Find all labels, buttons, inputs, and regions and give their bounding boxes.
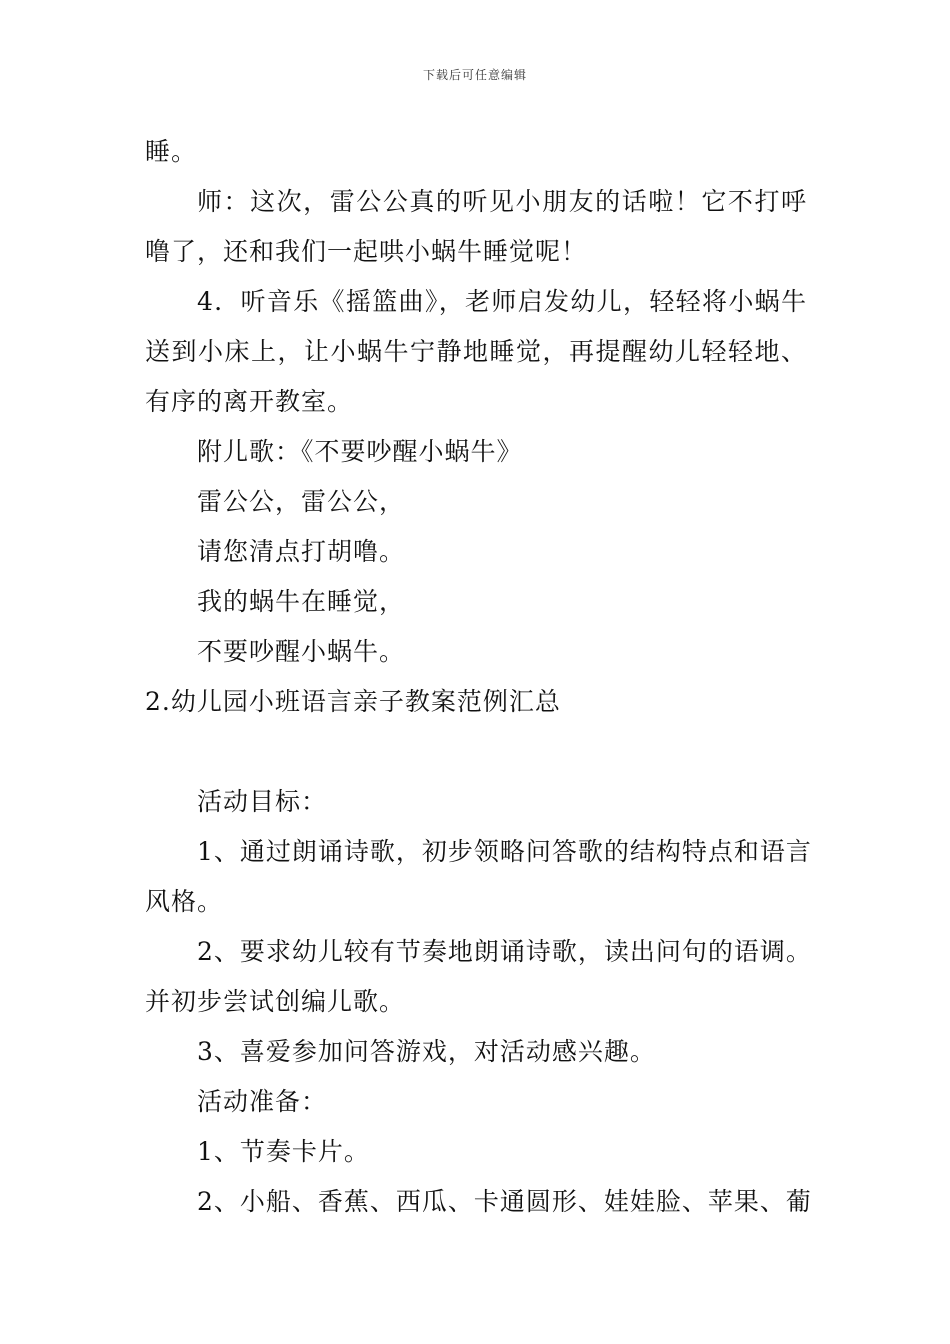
text-line: 活动准备：	[197, 1087, 328, 1116]
text-line: 1、节奏卡片。	[197, 1137, 370, 1166]
text-line: 我的蜗牛在睡觉，	[197, 587, 406, 616]
page-header: 下载后可任意编辑	[422, 68, 527, 82]
text-line: 并初步尝试创编儿歌。	[145, 987, 406, 1016]
text-line: 风格。	[145, 887, 224, 916]
text-line: 2、要求幼儿较有节奏地朗诵诗歌，读出问句的语调。	[197, 937, 812, 966]
blank-line	[145, 727, 807, 777]
text-line: 1、通过朗诵诗歌，初步领略问答歌的结构特点和语言	[197, 837, 812, 866]
text-line: 雷公公，雷公公，	[197, 487, 406, 516]
text-line: 噜了，还和我们一起哄小蜗牛睡觉呢！	[145, 237, 588, 266]
text-line: 送到小床上，让小蜗牛宁静地睡觉，再提醒幼儿轻轻地、	[145, 337, 807, 366]
text-line: 活动目标：	[197, 787, 328, 816]
text-line: 2、小船、香蕉、西瓜、卡通圆形、娃娃脸、苹果、葡	[197, 1187, 812, 1216]
text-line: 有序的离开教室。	[145, 387, 354, 416]
text-line: 4．听音乐《摇篮曲》，老师启发幼儿，轻轻将小蜗牛	[197, 287, 807, 316]
text-line: 不要吵醒小蜗牛。	[197, 637, 406, 666]
text-line: 师：这次，雷公公真的听见小朋友的话啦！它不打呼	[197, 187, 807, 216]
section-heading: 2.幼儿园小班语言亲子教案范例汇总	[145, 687, 561, 716]
text-line: 3、喜爱参加问答游戏，对活动感兴趣。	[197, 1037, 656, 1066]
document-body	[145, 127, 812, 1227]
text-line: 附儿歌：《不要吵醒小蜗牛》	[197, 437, 523, 466]
text-line: 睡。	[145, 137, 198, 166]
text-line: 请您清点打胡噜。	[197, 537, 406, 566]
